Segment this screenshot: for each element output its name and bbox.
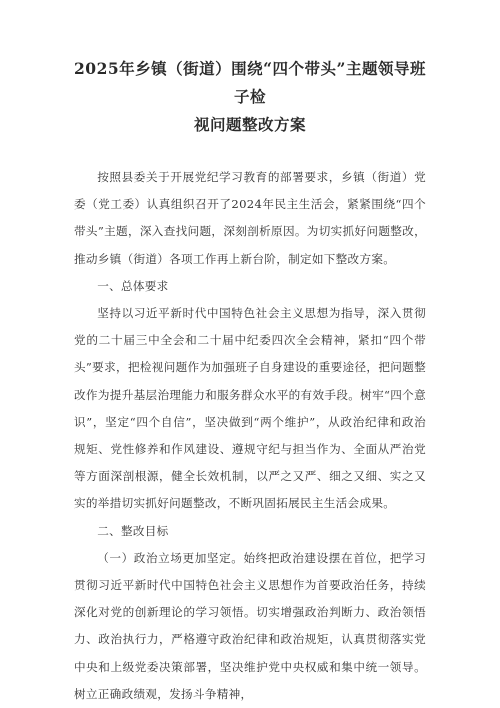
page-title xyxy=(74,55,426,139)
section-heading-rectification-goals: 二、整改目标 xyxy=(97,523,169,538)
title-line-1: 2025年乡镇（街道）围绕“四个带头”主题领导班子检 xyxy=(74,59,426,106)
section-heading-overall-requirements: 一、总体要求 xyxy=(97,278,169,293)
intro-paragraph: 按照县委关于开展党纪学习教育的部署要求，乡镇（街道）党委（党工委）认真组织召开了2024年民主生活会，紧紧围绕“四个带头”主题，深入查找问题，深刻剖析原因。为切实抓好问题整改，推动乡镇（街道）各项工作再上新台阶，制定如下整改方案。 xyxy=(74,170,426,266)
overall-requirements-paragraph: 坚持以习近平新时代中国特色社会主义思想为指导，深入贯彻党的二十届三中全会和二十届中纪委四次全会精神，紧扣“四个带头”要求，把检视问题作为加强班子自身建设的重要途径，把问题整改作为提升基层治理能力和服务群众水平的有效手段。树牢“四个意识”，坚定“四个自信”，坚决做到“两个维护”，从政治纪律和政治规矩、党性修养和作风建设、遵规守纪与担当作为、全面从严治党等方面深剖根源，健全长效机制，以严之又严、细之又细、实之又实的举措切实抓好问题整改，不断巩固拓展民主生活会成果。 xyxy=(74,306,426,511)
rectification-goals-paragraph: （一）政治立场更加坚定。始终把政治建设摆在首位，把学习贯彻习近平新时代中国特色社会主义思想作为首要政治任务，持续深化对党的创新理论的学习领悟。切实增强政治判断力、政治领悟力、政治执行力，严格遵守政治纪律和政治规矩，认真贯彻落实党中央和上级党委决策部署，坚决维护党中央权威和集中统一领导。树立正确政绩观，发扬斗争精神， xyxy=(74,550,426,701)
title-line-2: 视问题整改方案 xyxy=(193,115,306,134)
